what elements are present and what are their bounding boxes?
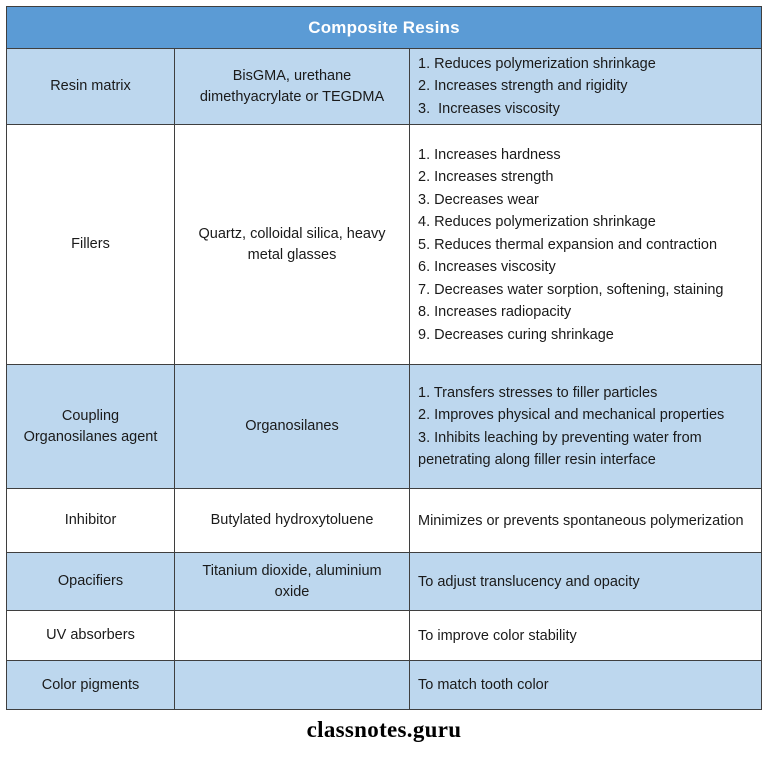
function-item: 7. Decreases water sorption, softening, staining bbox=[418, 281, 724, 298]
function-item: 3. Increases viscosity bbox=[418, 100, 560, 117]
row-function bbox=[410, 489, 762, 553]
component-name-line: Coupling bbox=[61, 407, 120, 424]
composition-line: BisGMA, urethane bbox=[232, 67, 352, 84]
composition-line: metal glasses bbox=[247, 246, 337, 263]
function-item: To match tooth color bbox=[418, 677, 549, 694]
function-item: 5. Reduces thermal expansion and contraction bbox=[418, 236, 718, 253]
row-composition bbox=[175, 125, 410, 365]
table-title-row bbox=[7, 7, 762, 49]
row-function bbox=[410, 125, 762, 365]
table-row bbox=[7, 365, 762, 489]
function-item: 1. Increases hardness bbox=[418, 146, 561, 163]
row-function bbox=[410, 49, 762, 125]
composition-line: Quartz, colloidal silica, heavy bbox=[198, 225, 386, 242]
function-item: 2. Improves physical and mechanical properties bbox=[418, 407, 725, 424]
row-function bbox=[410, 365, 762, 489]
row-composition bbox=[175, 49, 410, 125]
function-item: 3. Decreases wear bbox=[418, 191, 539, 208]
composite-resins-table bbox=[6, 6, 762, 710]
composition-line: Organosilanes bbox=[245, 418, 339, 435]
function-list bbox=[418, 144, 753, 346]
composition-line: oxide bbox=[274, 583, 310, 600]
function-item: To improve color stability bbox=[418, 627, 577, 644]
composition-line: dimethyacrylate or TEGDMA bbox=[199, 88, 385, 105]
source-watermark: classnotes.guru bbox=[306, 717, 462, 742]
function-item: 4. Reduces polymerization shrinkage bbox=[418, 214, 656, 231]
row-function bbox=[410, 611, 762, 661]
row-component-name: Resin matrix bbox=[7, 49, 175, 125]
row-composition bbox=[175, 661, 410, 710]
row-component-name: Inhibitor bbox=[7, 489, 175, 553]
row-component-name: UV absorbers bbox=[7, 611, 175, 661]
function-item: 1. Transfers stresses to filler particles bbox=[418, 384, 658, 401]
function-list bbox=[418, 53, 753, 120]
row-function bbox=[410, 661, 762, 710]
composition-line: Titanium dioxide, aluminium bbox=[202, 562, 382, 579]
table-row bbox=[7, 553, 762, 611]
table-row bbox=[7, 125, 762, 365]
function-item: 3. Inhibits leaching by preventing water from penetrating along filler resin interface bbox=[418, 429, 706, 469]
function-item: 6. Increases viscosity bbox=[418, 259, 556, 276]
table-row bbox=[7, 49, 762, 125]
function-item: 9. Decreases curing shrinkage bbox=[418, 326, 614, 343]
row-composition bbox=[175, 553, 410, 611]
component-name-line: Organosilanes agent bbox=[23, 428, 158, 445]
row-composition bbox=[175, 365, 410, 489]
function-item: 2. Increases strength bbox=[418, 169, 554, 186]
table-title: Composite Resins bbox=[7, 7, 762, 49]
table-row bbox=[7, 661, 762, 710]
row-composition bbox=[175, 611, 410, 661]
composition-line: Butylated hydroxytoluene bbox=[210, 512, 374, 529]
function-item: To adjust translucency and opacity bbox=[418, 573, 640, 590]
row-component-name bbox=[7, 365, 175, 489]
function-item: 2. Increases strength and rigidity bbox=[418, 78, 628, 95]
row-component-name: Fillers bbox=[7, 125, 175, 365]
row-component-name: Color pigments bbox=[7, 661, 175, 710]
function-list bbox=[418, 382, 753, 472]
function-item: 8. Increases radiopacity bbox=[418, 304, 572, 321]
function-item: 1. Reduces polymerization shrinkage bbox=[418, 56, 656, 72]
row-component-name: Opacifiers bbox=[7, 553, 175, 611]
table-row bbox=[7, 489, 762, 553]
row-composition bbox=[175, 489, 410, 553]
table-row bbox=[7, 611, 762, 661]
row-function bbox=[410, 553, 762, 611]
function-item: Minimizes or prevents spontaneous polymerization bbox=[418, 512, 744, 529]
